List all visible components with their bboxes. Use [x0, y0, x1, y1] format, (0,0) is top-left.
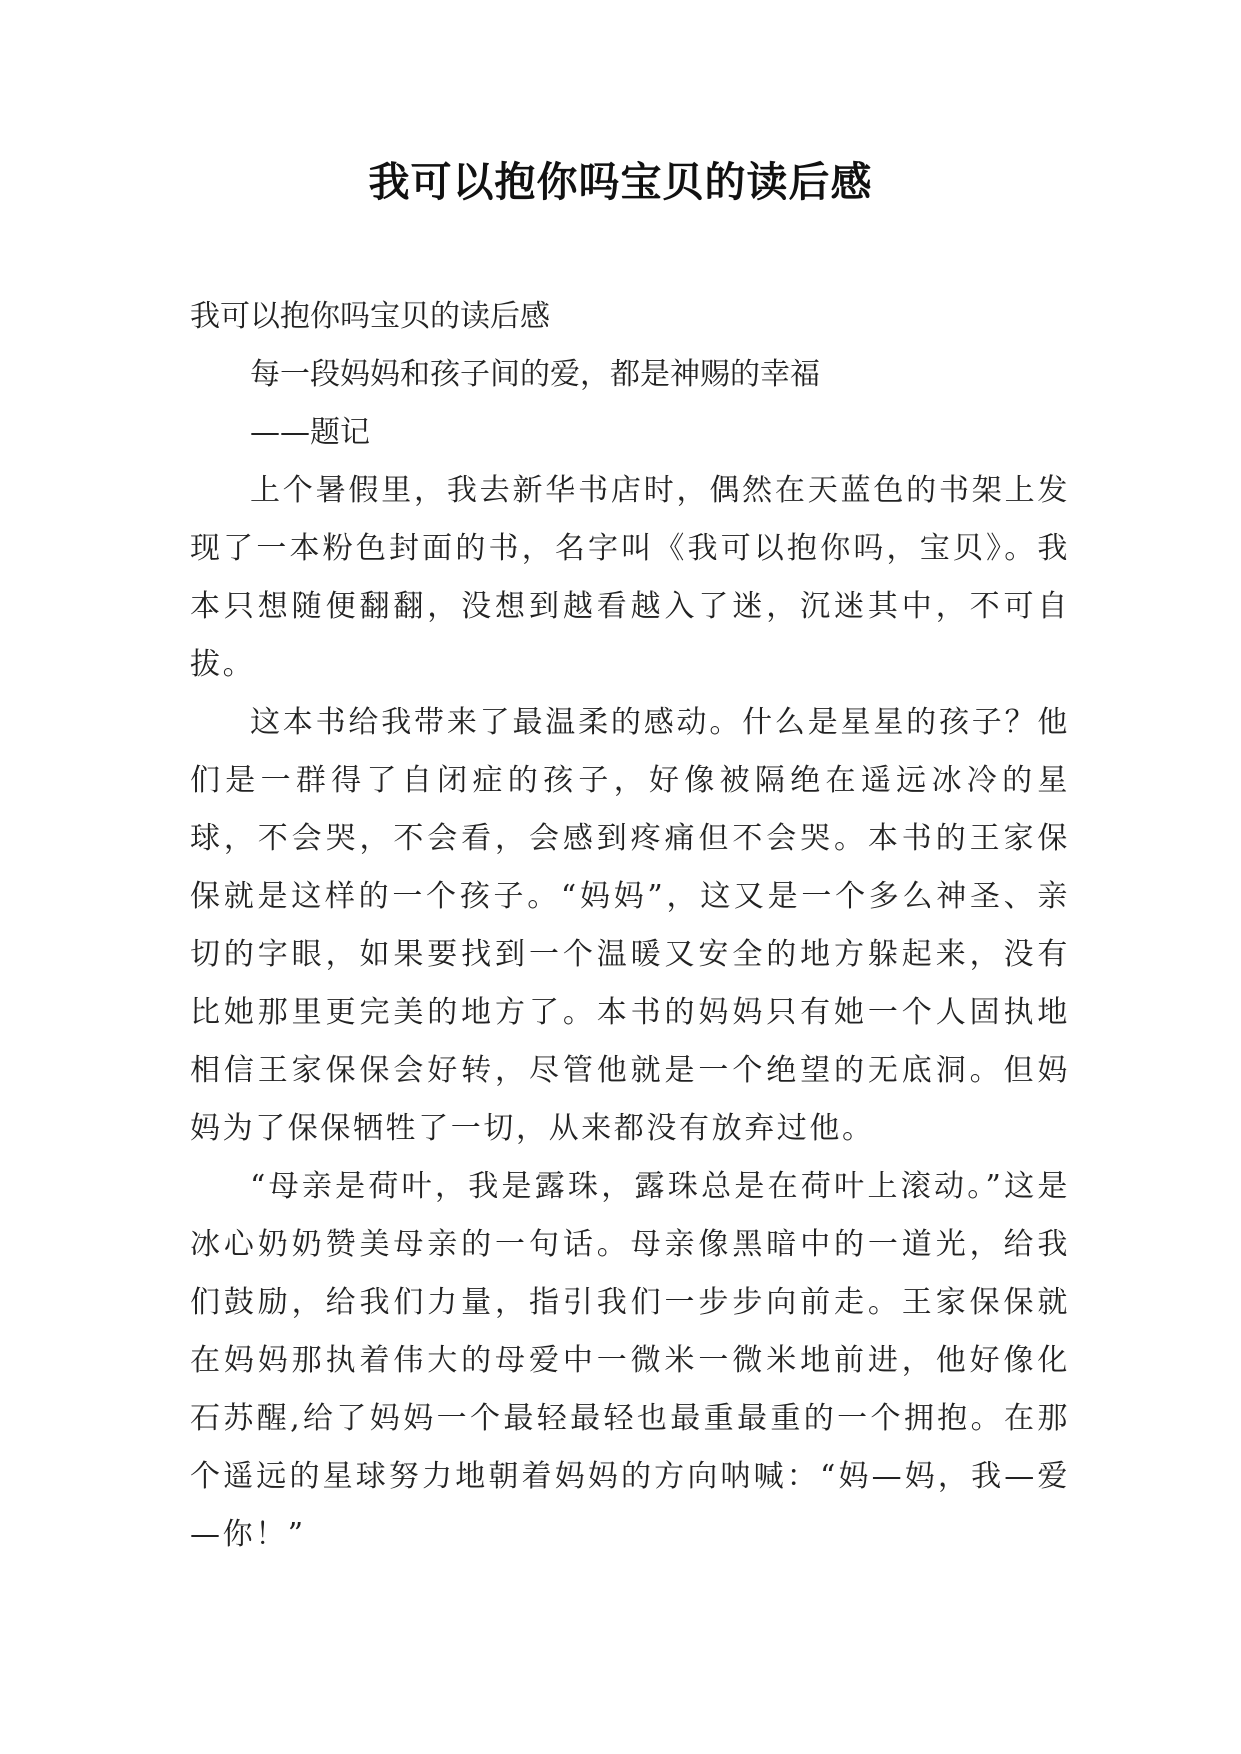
epigraph: 每一段妈妈和孩子间的爱，都是神赐的幸福: [250, 357, 820, 392]
subheading: 我可以抱你吗宝贝的读后感: [190, 299, 550, 334]
paragraph-1: 上个暑假里，我去新华书店时，偶然在天蓝色的书架上发现了一本粉色封面的书，名字叫《我可以抱你吗，宝贝》。我本只想随便翻翻，没想到越看越入了迷，沉迷其中，不可自拔。: [190, 473, 1070, 682]
epigraph-attribution: ——题记: [250, 415, 370, 450]
document-body: [190, 288, 1070, 1564]
paragraph-2: 这本书给我带来了最温柔的感动。什么是星星的孩子？他们是一群得了自闭症的孩子，好像被隔绝在遥远冰冷的星球，不会哭，不会看，会感到疼痛但不会哭。本书的王家保保就是这样的一个孩子。“妈妈”，这又是一个多么神圣、亲切的字眼，如果要找到一个温暖又安全的地方躲起来，没有比她那里更完美的地方了。本书的妈妈只有她一个人固执地相信王家保保会好转，尽管他就是一个绝望的无底洞。但妈妈为了保保牺牲了一切，从来都没有放弃过他。: [190, 705, 1070, 1146]
paragraph-3: “母亲是荷叶，我是露珠，露珠总是在荷叶上滚动。”这是冰心奶奶赞美母亲的一句话。母亲像黑暗中的一道光，给我们鼓励，给我们力量，指引我们一步步向前走。王家保保就在妈妈那执着伟大的母爱中一微米一微米地前进，他好像化石苏醒,给了妈妈一个最轻最轻也最重最重的一个拥抱。在那个遥远的星球努力地朝着妈妈的方向呐喊：“妈—妈，我—爱—你！”: [190, 1169, 1070, 1552]
document-title: 我可以抱你吗宝贝的读后感: [368, 158, 873, 206]
